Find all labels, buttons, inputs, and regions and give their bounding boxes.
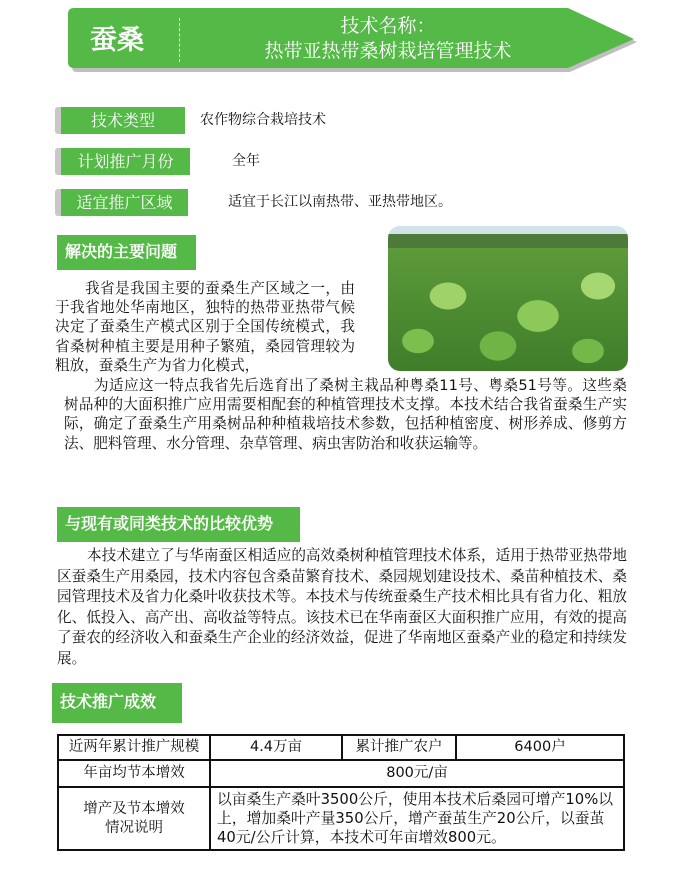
tech-title xyxy=(218,14,558,64)
label-promo-region: 适宜推广区域 xyxy=(55,189,188,216)
title-banner xyxy=(68,8,636,70)
results-table xyxy=(57,734,625,851)
section-heading-results: 技术推广成效 xyxy=(52,683,182,723)
farmers-value: 6400户 xyxy=(456,735,624,760)
section-heading-advantage: 与现有或同类技术的比较优势 xyxy=(57,507,300,542)
value-tech-type: 农作物综合栽培技术 xyxy=(200,112,326,128)
value-promo-region: 适宜于长江以南热带、亚热带地区。 xyxy=(228,194,452,210)
scale-label: 近两年累计推广规模 xyxy=(58,735,210,760)
label-promo-month: 计划推广月份 xyxy=(55,148,190,175)
tech-title-name: 热带亚热带桑树栽培管理技术 xyxy=(264,40,512,62)
scale-value: 4.4万亩 xyxy=(210,735,342,760)
mulberry-field-photo xyxy=(388,226,628,371)
desc-label: 增产及节本增效情况说明 xyxy=(58,787,210,850)
benefit-label: 年亩均节本增效 xyxy=(58,760,210,787)
divider xyxy=(179,18,180,62)
benefit-value: 800元/亩 xyxy=(210,760,624,787)
tech-title-label: 技术名称： xyxy=(340,15,436,37)
section-heading-problem: 解决的主要问题 xyxy=(57,235,196,270)
desc-value: 以亩桑生产桑叶3500公斤，使用本技术后桑园可增产10%以上，增加桑叶产量350公斤，增产蚕茧生产20公斤，以蚕茧40元/公斤计算，本技术可年亩增效800元。 xyxy=(210,787,624,850)
farmers-label: 累计推广农户 xyxy=(342,735,456,760)
label-tech-type: 技术类型 xyxy=(55,107,185,134)
value-promo-month: 全年 xyxy=(232,153,260,169)
category-label: 蚕桑 xyxy=(90,25,144,56)
advantage-paragraph: 本技术建立了与华南蚕区相适应的高效桑树种植管理技术体系，适用于热带亚热带地区蚕桑生产用桑园，技术内容包含桑苗繁育技术、桑园规划建设技术、桑苗种植技术、桑园管理技术及省力化桑叶收获技术等。本技术与传统蚕桑生产技术相比具有省力化、粗放化、低投入、高产出、高收益等特点。该技术已在华南蚕区大面积推广应用，有效的提高了蚕农的经济收入和蚕桑生产企业的经济效益，促进了华南地区蚕桑产业的稳定和持续发展。 xyxy=(57,547,627,667)
problem-paragraph-1: 我省是我国主要的蚕桑生产区域之一，由于我省地处华南地区，独特的热带亚热带气候决定了蚕桑生产模式区别于全国传统模式，我省桑树种植主要是用种子繁殖，桑园管理较为粗放，蚕桑生产为省力化模式， xyxy=(55,280,355,374)
problem-paragraph-2: 为适应这一特点我省先后选育出了桑树主栽品种粤桑11号、粤桑51号等。这些桑树品种的大面积推广应用需要相配套的种植管理技术支撑。本技术结合我省蚕桑生产实际，确定了蚕桑生产用桑树品种种植栽培技术参数，包括种植密度、树形养成、修剪方法、肥料管理、水分管理、杂草管理、病虫害防治和收获运输等。 xyxy=(64,377,627,452)
